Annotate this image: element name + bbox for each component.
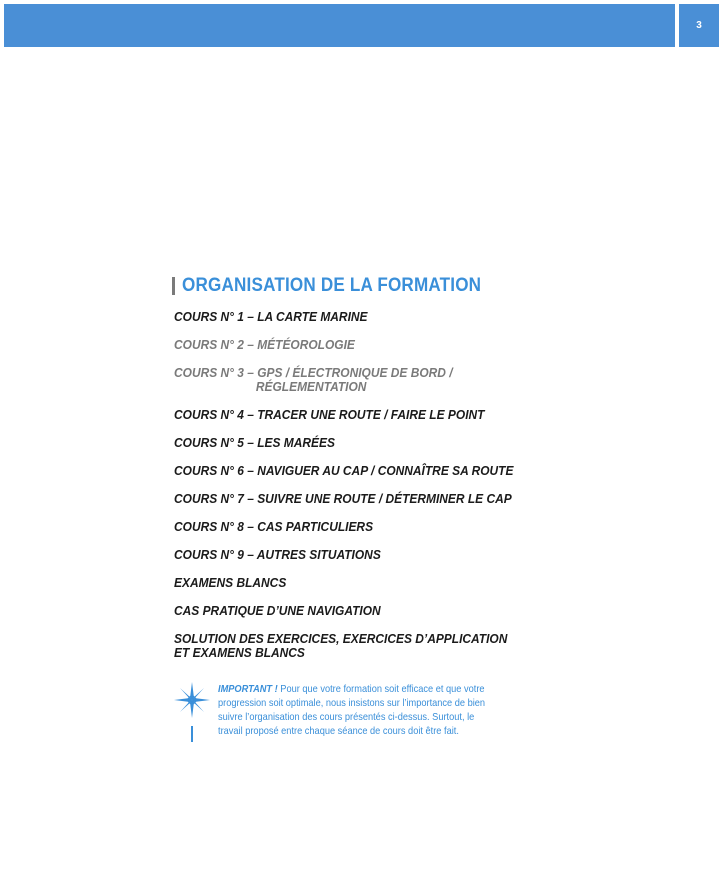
important-note xyxy=(172,678,532,748)
important-line-1: Pour que votre formation soit efficace et que votre xyxy=(277,683,485,695)
page-number: 3 xyxy=(679,4,719,47)
course-item-1: COURS N° 1 – LA CARTE MARINE xyxy=(174,309,368,324)
course-item-8: COURS N° 8 – CAS PARTICULIERS xyxy=(174,519,374,534)
course-item-3-line1: COURS N° 3 – GPS / ÉLECTRONIQUE DE BORD / xyxy=(174,365,453,380)
important-line-3: suivre l’organisation des cours présentés ci-dessus. Surtout, le xyxy=(218,711,475,723)
header-bar xyxy=(4,4,675,47)
course-item-3-line2: RÉGLEMENTATION xyxy=(255,379,367,394)
course-item-4: COURS N° 4 – TRACER UNE ROUTE / FAIRE LE POINT xyxy=(174,407,485,422)
course-item-2: COURS N° 2 – MÉTÉOROLOGIE xyxy=(174,337,355,352)
solutions-item xyxy=(174,632,507,660)
course-item-3 xyxy=(174,366,453,394)
section-title xyxy=(172,272,552,300)
course-item-7: COURS N° 7 – SUIVRE UNE ROUTE / DÉTERMINER LE CAP xyxy=(174,491,512,506)
title-marker-bar xyxy=(172,277,175,295)
section-title-text: ORGANISATION DE LA FORMATION xyxy=(182,275,482,296)
course-item-6: COURS N° 6 – NAVIGUER AU CAP / CONNAÎTRE SA ROUTE xyxy=(174,463,514,478)
important-line-4: travail proposé entre chaque séance de cours doit être fait. xyxy=(218,725,459,737)
solutions-line2: ET EXAMENS BLANCS xyxy=(174,645,305,660)
exams-item: EXAMENS BLANCS xyxy=(174,575,287,590)
important-label: IMPORTANT ! xyxy=(218,683,278,695)
case-study-item: CAS PRATIQUE D’UNE NAVIGATION xyxy=(174,603,381,618)
important-line-2: progression soit optimale, nous insistons sur l’importance de bien xyxy=(218,697,486,709)
solutions-line1: SOLUTION DES EXERCICES, EXERCICES D’APPLICATION xyxy=(174,631,508,646)
course-item-9: COURS N° 9 – AUTRES SITUATIONS xyxy=(174,547,381,562)
compass-rose-icon xyxy=(172,680,212,744)
course-item-5: COURS N° 5 – LES MARÉES xyxy=(174,435,335,450)
important-text xyxy=(218,682,535,738)
organisation-section xyxy=(172,272,552,660)
